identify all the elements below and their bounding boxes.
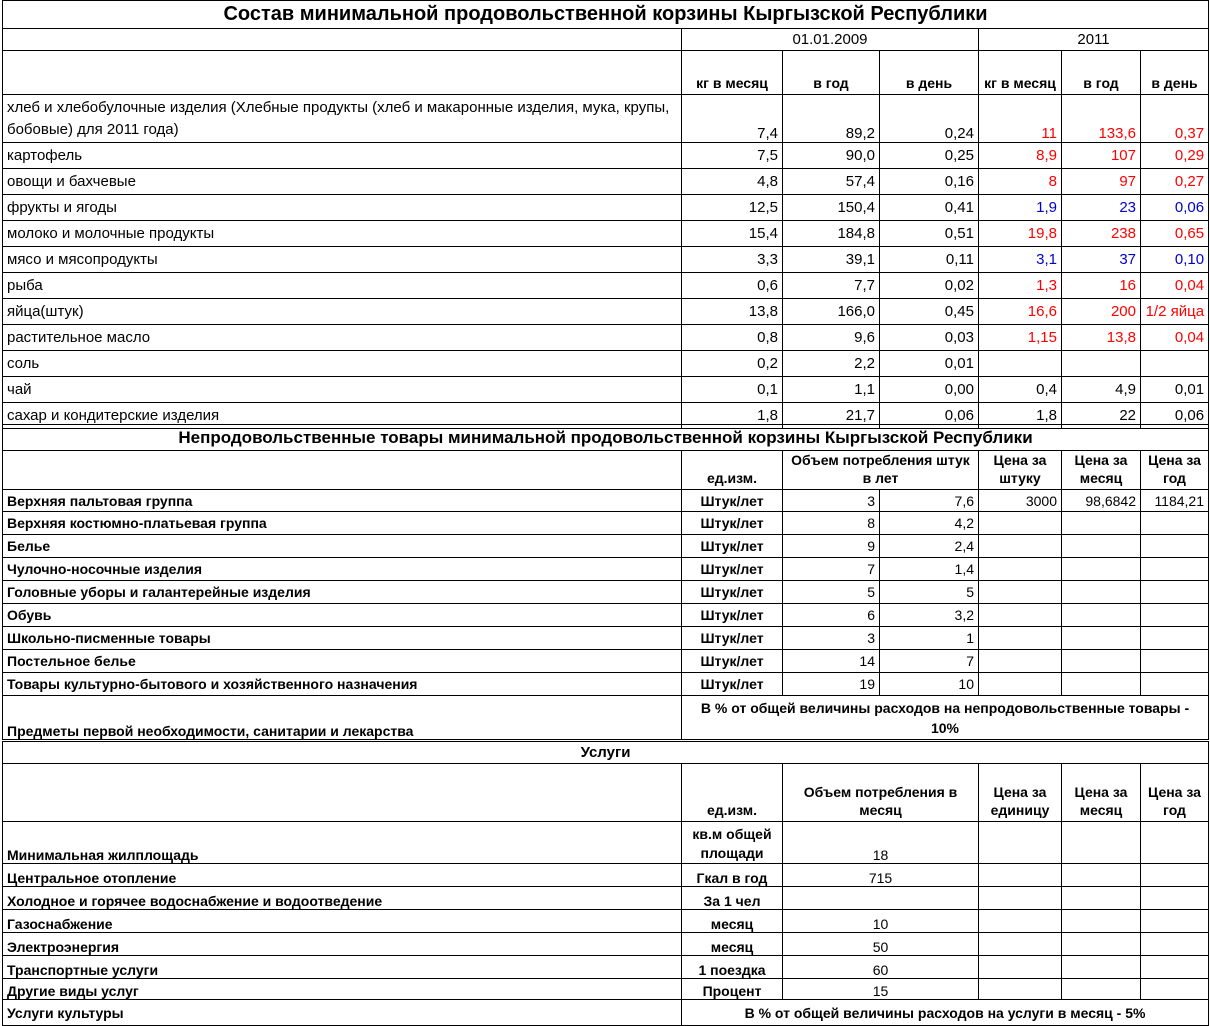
food-table-title: Состав минимальной продовольственной корзины Кыргызской Республики: [3, 1, 1209, 29]
services-header-price-unit: Цена за единицу: [979, 764, 1062, 822]
service-price-year: [1141, 887, 1209, 910]
food-value-2011: 200: [1062, 299, 1141, 325]
food-value-2011: 11: [979, 95, 1062, 143]
nonfood-item-name: Верхняя костюмно-платьевая группа: [3, 512, 682, 535]
nonfood-price-month: [1062, 535, 1141, 558]
nonfood-price-month: [1062, 558, 1141, 581]
food-value-2009: 184,8: [783, 221, 880, 247]
food-value-2009: 1,8: [682, 403, 783, 429]
food-value-2011: 0,06: [1141, 195, 1209, 221]
service-price-unit: [979, 910, 1062, 933]
food-value-2011: 19,8: [979, 221, 1062, 247]
nonfood-header-price-year: Цена за год: [1141, 451, 1209, 490]
nonfood-volume-pieces: 5: [783, 581, 880, 604]
food-item-name: молоко и молочные продукты: [3, 221, 682, 247]
nonfood-unit: Штук/лет: [682, 558, 783, 581]
nonfood-price-piece: 3000: [979, 490, 1062, 512]
nonfood-price-month: [1062, 581, 1141, 604]
food-value-2011: 1,15: [979, 325, 1062, 351]
service-name: Холодное и горячее водоснабжение и водоотведение: [3, 887, 682, 910]
food-value-2009: 0,11: [880, 247, 979, 273]
food-header-year-2011: в год: [1062, 51, 1141, 95]
service-price-unit: [979, 864, 1062, 887]
nonfood-item-name: Товары культурно-бытового и хозяйственного назначения: [3, 673, 682, 696]
nonfood-volume-pieces: 14: [783, 650, 880, 673]
services-header-price-year: Цена за год: [1141, 764, 1209, 822]
food-value-2009: 0,2: [682, 351, 783, 377]
food-period-2009: 01.01.2009: [682, 29, 979, 51]
food-value-2009: 21,7: [783, 403, 880, 429]
food-value-2011: 0,4: [979, 377, 1062, 403]
nonfood-price-year: [1141, 673, 1209, 696]
nonfood-volume-pieces: 8: [783, 512, 880, 535]
food-item-name: соль: [3, 351, 682, 377]
food-row: [3, 143, 1209, 169]
nonfood-volume-years: 7,6: [880, 490, 979, 512]
food-value-2011: 0,10: [1141, 247, 1209, 273]
nonfood-row: [3, 490, 1209, 512]
nonfood-header-volume: Объем потребления штук в лет: [783, 451, 979, 490]
nonfood-price-piece: [979, 673, 1062, 696]
food-header-day-2011: в день: [1141, 51, 1209, 95]
services-rows: [3, 822, 1209, 1000]
nonfood-unit: Штук/лет: [682, 535, 783, 558]
food-row: [3, 169, 1209, 195]
nonfood-row: [3, 535, 1209, 558]
service-name: Центральное отопление: [3, 864, 682, 887]
food-row: [3, 325, 1209, 351]
food-value-2011: 4,9: [1062, 377, 1141, 403]
food-value-2011: 97: [1062, 169, 1141, 195]
nonfood-header-blank: [3, 451, 682, 490]
food-value-2009: 0,45: [880, 299, 979, 325]
nonfood-price-piece: [979, 558, 1062, 581]
nonfood-price-year: [1141, 604, 1209, 627]
nonfood-volume-years: 3,2: [880, 604, 979, 627]
nonfood-price-year: [1141, 535, 1209, 558]
food-value-2009: 12,5: [682, 195, 783, 221]
food-value-2009: 13,8: [682, 299, 783, 325]
service-price-month: [1062, 822, 1141, 864]
food-row: [3, 273, 1209, 299]
food-value-2011: [1141, 351, 1209, 377]
nonfood-price-piece: [979, 650, 1062, 673]
food-value-2011: 3,1: [979, 247, 1062, 273]
services-title: Услуги: [3, 742, 1209, 764]
nonfood-price-month: [1062, 673, 1141, 696]
food-item-name: яйца(штук): [3, 299, 682, 325]
food-item-name: мясо и мясопродукты: [3, 247, 682, 273]
food-value-2011: 16,6: [979, 299, 1062, 325]
food-item-name: рыба: [3, 273, 682, 299]
food-basket-table: [2, 0, 1209, 429]
nonfood-volume-years: 7: [880, 650, 979, 673]
food-value-2009: 2,2: [783, 351, 880, 377]
culture-note: В % от общей величины расходов на услуги в месяц - 5%: [682, 1000, 1209, 1026]
food-value-2011: 0,06: [1141, 403, 1209, 429]
food-item-name: картофель: [3, 143, 682, 169]
food-value-2011: 13,8: [1062, 325, 1141, 351]
food-value-2011: 22: [1062, 403, 1141, 429]
service-volume: [783, 887, 979, 910]
food-row: [3, 247, 1209, 273]
nonfood-volume-pieces: 6: [783, 604, 880, 627]
nonfood-volume-pieces: 9: [783, 535, 880, 558]
food-value-2011: 8,9: [979, 143, 1062, 169]
service-name: Электроэнергия: [3, 933, 682, 956]
food-value-2011: 238: [1062, 221, 1141, 247]
food-value-2009: 0,16: [880, 169, 979, 195]
services-row: [3, 979, 1209, 1000]
service-price-unit: [979, 822, 1062, 864]
nonfood-price-month: 98,6842: [1062, 490, 1141, 512]
service-price-year: [1141, 933, 1209, 956]
nonfood-price-piece: [979, 581, 1062, 604]
nonfood-price-piece: [979, 627, 1062, 650]
services-header-volume: Объем потребления в месяц: [783, 764, 979, 822]
food-value-2011: 0,27: [1141, 169, 1209, 195]
food-value-2011: 1/2 яйца: [1141, 299, 1209, 325]
food-value-2011: 16: [1062, 273, 1141, 299]
nonfood-header-price-month: Цена за месяц: [1062, 451, 1141, 490]
nonfood-price-year: [1141, 627, 1209, 650]
nonfood-volume-years: 10: [880, 673, 979, 696]
nonfood-row: [3, 604, 1209, 627]
food-value-2009: 166,0: [783, 299, 880, 325]
service-volume: 18: [783, 822, 979, 864]
nonfood-volume-years: 1: [880, 627, 979, 650]
food-value-2009: 90,0: [783, 143, 880, 169]
nonfood-price-month: [1062, 650, 1141, 673]
food-header-year: в год: [783, 51, 880, 95]
nonfood-price-piece: [979, 512, 1062, 535]
service-name: Газоснабжение: [3, 910, 682, 933]
nonfood-price-year: [1141, 558, 1209, 581]
food-row: [3, 95, 1209, 143]
services-row: [3, 956, 1209, 979]
nonfood-price-year: [1141, 512, 1209, 535]
food-rows: [3, 95, 1209, 429]
food-item-name: растительное масло: [3, 325, 682, 351]
food-value-2009: 7,4: [682, 95, 783, 143]
food-empty-corner: [3, 29, 682, 51]
food-value-2011: 0,04: [1141, 273, 1209, 299]
nonfood-item-name: Школьно-писменные товары: [3, 627, 682, 650]
food-row: [3, 299, 1209, 325]
nonfood-volume-pieces: 3: [783, 627, 880, 650]
food-header-kg-month-2011: кг в месяц: [979, 51, 1062, 95]
food-value-2011: 1,9: [979, 195, 1062, 221]
services-row: [3, 910, 1209, 933]
nonfood-volume-years: 5: [880, 581, 979, 604]
service-price-unit: [979, 979, 1062, 1000]
nonfood-volume-pieces: 7: [783, 558, 880, 581]
food-value-2009: 0,01: [880, 351, 979, 377]
service-price-month: [1062, 910, 1141, 933]
food-value-2009: 0,8: [682, 325, 783, 351]
nonfood-item-name: Верхняя пальтовая группа: [3, 490, 682, 512]
nonfood-item-name: Обувь: [3, 604, 682, 627]
service-volume: 15: [783, 979, 979, 1000]
service-name: Минимальная жилплощадь: [3, 822, 682, 864]
food-value-2009: 89,2: [783, 95, 880, 143]
nonfood-unit: Штук/лет: [682, 604, 783, 627]
food-value-2009: 0,25: [880, 143, 979, 169]
food-row: [3, 351, 1209, 377]
food-value-2009: 0,51: [880, 221, 979, 247]
nonfood-row: [3, 627, 1209, 650]
food-value-2009: 0,03: [880, 325, 979, 351]
service-price-unit: [979, 887, 1062, 910]
food-value-2011: 0,65: [1141, 221, 1209, 247]
nonfood-row: [3, 558, 1209, 581]
nonfood-item-name: Чулочно-носочные изделия: [3, 558, 682, 581]
food-value-2011: [979, 351, 1062, 377]
service-unit: месяц: [682, 933, 783, 956]
nonfood-row: [3, 673, 1209, 696]
food-row: [3, 195, 1209, 221]
nonfood-table: [2, 424, 1209, 740]
nonfood-price-month: [1062, 627, 1141, 650]
food-value-2009: 15,4: [682, 221, 783, 247]
food-item-name: чай: [3, 377, 682, 403]
services-row: [3, 864, 1209, 887]
food-value-2011: 37: [1062, 247, 1141, 273]
service-price-month: [1062, 979, 1141, 1000]
culture-name: Услуги культуры: [3, 1000, 682, 1026]
services-row: [3, 887, 1209, 910]
service-unit: За 1 чел: [682, 887, 783, 910]
nonfood-item-name: Головные уборы и галантерейные изделия: [3, 581, 682, 604]
nonfood-row: [3, 512, 1209, 535]
services-row: [3, 933, 1209, 956]
food-value-2009: 0,1: [682, 377, 783, 403]
nonfood-volume-pieces: 3: [783, 490, 880, 512]
nonfood-volume-years: 2,4: [880, 535, 979, 558]
food-item-name: овощи и бахчевые: [3, 169, 682, 195]
nonfood-row: [3, 650, 1209, 673]
service-price-unit: [979, 933, 1062, 956]
food-value-2009: 150,4: [783, 195, 880, 221]
food-value-2011: 1,3: [979, 273, 1062, 299]
service-price-year: [1141, 979, 1209, 1000]
nonfood-header-price-piece: Цена за штуку: [979, 451, 1062, 490]
service-price-year: [1141, 910, 1209, 933]
food-item-name: хлеб и хлебобулочные изделия (Хлебные продукты (хлеб и макаронные изделия, мука, крупы, бобовые) для 2011 года): [3, 95, 682, 143]
nonfood-volume-pieces: 19: [783, 673, 880, 696]
nonfood-price-month: [1062, 604, 1141, 627]
nonfood-header-unit: ед.изм.: [682, 451, 783, 490]
services-row: [3, 822, 1209, 864]
nonfood-price-piece: [979, 604, 1062, 627]
nonfood-rows: [3, 490, 1209, 696]
service-unit: Гкал в год: [682, 864, 783, 887]
service-name: Транспортные услуги: [3, 956, 682, 979]
food-row: [3, 221, 1209, 247]
service-price-year: [1141, 822, 1209, 864]
nonfood-item-name: Постельное белье: [3, 650, 682, 673]
nonfood-unit: Штук/лет: [682, 581, 783, 604]
nonfood-item-name: Белье: [3, 535, 682, 558]
service-price-month: [1062, 956, 1141, 979]
food-value-2011: 0,37: [1141, 95, 1209, 143]
food-value-2009: 7,7: [783, 273, 880, 299]
food-header-blank: [3, 51, 682, 95]
nonfood-price-year: [1141, 650, 1209, 673]
food-value-2009: 3,3: [682, 247, 783, 273]
food-value-2009: 0,00: [880, 377, 979, 403]
food-value-2009: 4,8: [682, 169, 783, 195]
nonfood-price-year: [1141, 581, 1209, 604]
nonfood-row: [3, 581, 1209, 604]
food-value-2009: 7,5: [682, 143, 783, 169]
food-value-2009: 39,1: [783, 247, 880, 273]
services-header-unit: ед.изм.: [682, 764, 783, 822]
nonfood-unit: Штук/лет: [682, 627, 783, 650]
food-period-2011: 2011: [979, 29, 1209, 51]
service-price-unit: [979, 956, 1062, 979]
food-value-2011: 0,01: [1141, 377, 1209, 403]
nonfood-price-month: [1062, 512, 1141, 535]
food-value-2011: 23: [1062, 195, 1141, 221]
essentials-name: Предметы первой необходимости, санитарии и лекарства: [3, 696, 682, 740]
service-price-month: [1062, 864, 1141, 887]
food-value-2011: 0,04: [1141, 325, 1209, 351]
nonfood-price-piece: [979, 535, 1062, 558]
food-value-2011: 0,29: [1141, 143, 1209, 169]
food-value-2011: 107: [1062, 143, 1141, 169]
service-unit: Процент: [682, 979, 783, 1000]
essentials-note: В % от общей величины расходов на непродовольственные товары - 10%: [682, 696, 1209, 740]
food-value-2011: 1,8: [979, 403, 1062, 429]
nonfood-unit: Штук/лет: [682, 673, 783, 696]
service-price-year: [1141, 956, 1209, 979]
food-value-2009: 9,6: [783, 325, 880, 351]
food-value-2009: 0,24: [880, 95, 979, 143]
nonfood-price-year: 1184,21: [1141, 490, 1209, 512]
food-value-2009: 0,6: [682, 273, 783, 299]
food-value-2009: 1,1: [783, 377, 880, 403]
services-header-blank: [3, 764, 682, 822]
food-value-2011: [1062, 351, 1141, 377]
service-volume: 10: [783, 910, 979, 933]
food-header-kg-month: кг в месяц: [682, 51, 783, 95]
food-item-name: фрукты и ягоды: [3, 195, 682, 221]
food-value-2009: 57,4: [783, 169, 880, 195]
nonfood-table-title: Непродовольственные товары минимальной продовольственной корзины Кыргызской Республики: [3, 425, 1209, 451]
nonfood-unit: Штук/лет: [682, 650, 783, 673]
food-row: [3, 377, 1209, 403]
services-header-price-month: Цена за месяц: [1062, 764, 1141, 822]
service-unit: месяц: [682, 910, 783, 933]
food-value-2011: 8: [979, 169, 1062, 195]
nonfood-unit: Штук/лет: [682, 512, 783, 535]
service-volume: 715: [783, 864, 979, 887]
food-value-2009: 0,02: [880, 273, 979, 299]
nonfood-volume-years: 4,2: [880, 512, 979, 535]
nonfood-volume-years: 1,4: [880, 558, 979, 581]
service-price-month: [1062, 933, 1141, 956]
service-name: Другие виды услуг: [3, 979, 682, 1000]
food-value-2009: 0,41: [880, 195, 979, 221]
food-header-day: в день: [880, 51, 979, 95]
food-value-2009: 0,06: [880, 403, 979, 429]
food-item-name: сахар и кондитерские изделия: [3, 403, 682, 429]
service-price-year: [1141, 864, 1209, 887]
nonfood-unit: Штук/лет: [682, 490, 783, 512]
service-volume: 50: [783, 933, 979, 956]
service-unit: 1 поездка: [682, 956, 783, 979]
service-volume: 60: [783, 956, 979, 979]
services-table: [2, 741, 1209, 1026]
food-value-2011: 133,6: [1062, 95, 1141, 143]
service-price-month: [1062, 887, 1141, 910]
service-unit: кв.м общей площади: [682, 822, 783, 864]
